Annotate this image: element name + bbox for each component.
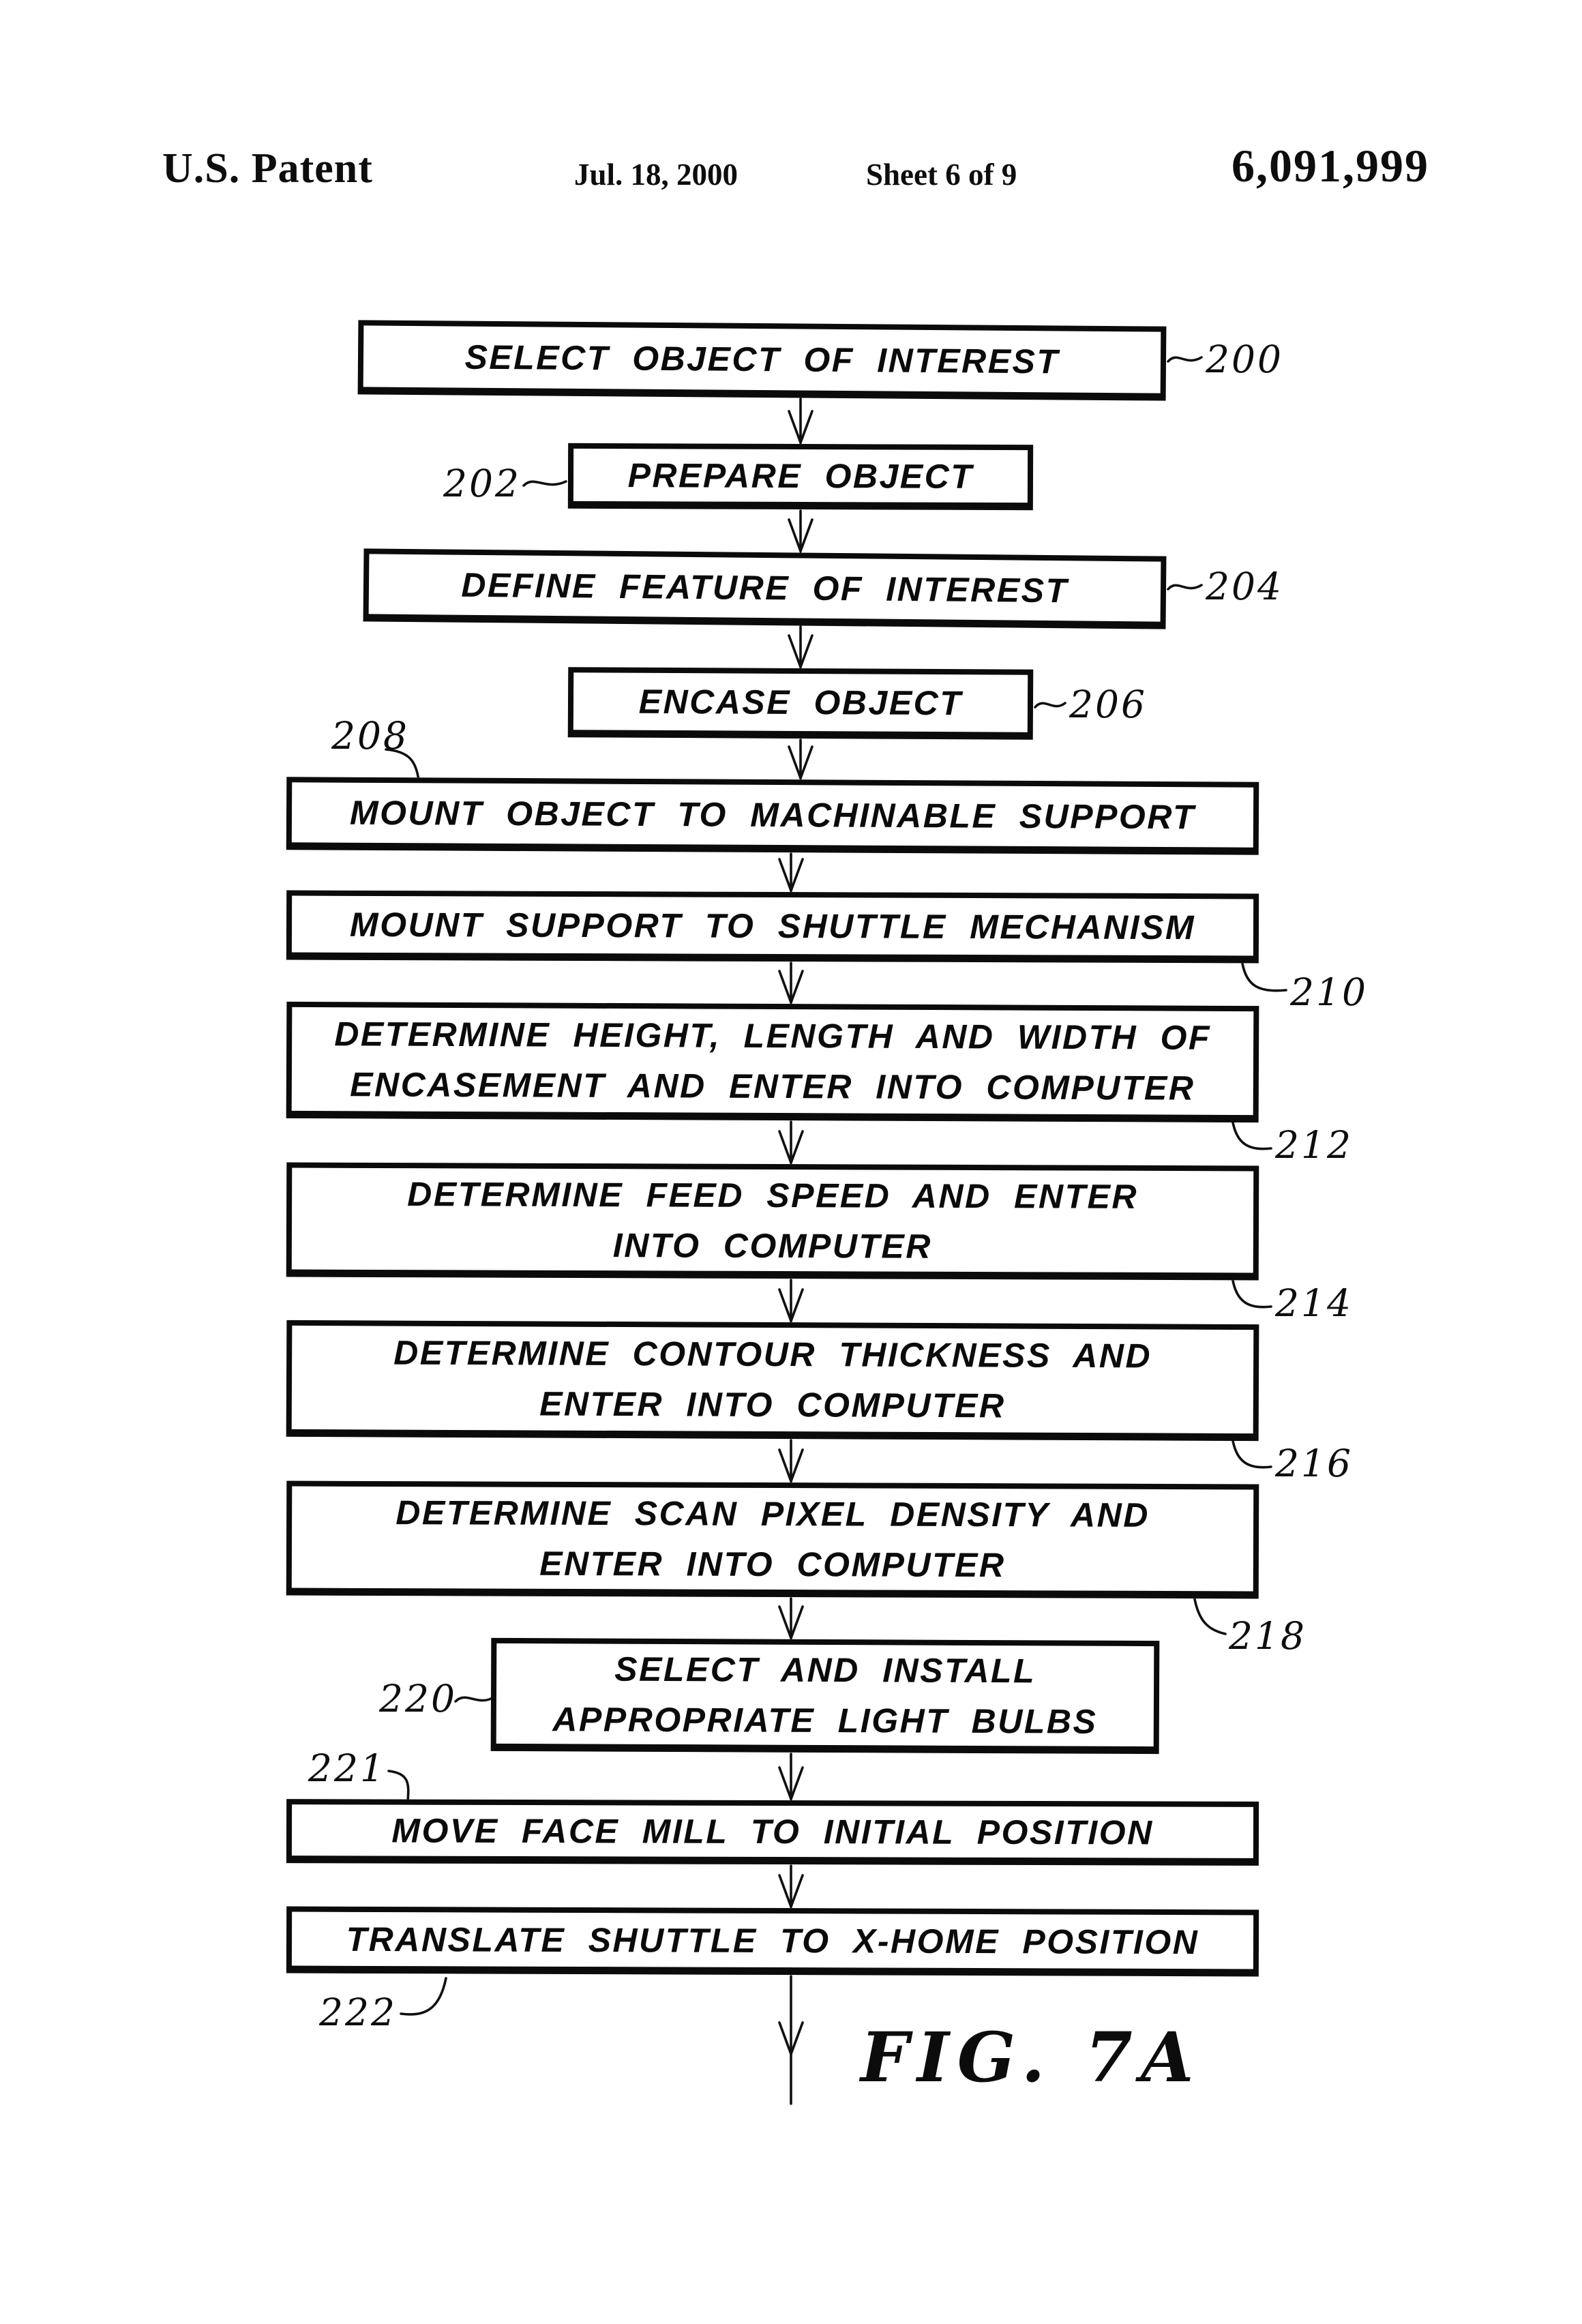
flow-step-label: MOVE FACE MILL TO INITIAL POSITION bbox=[391, 1811, 1154, 1851]
patent-number: 6,091,999 bbox=[1232, 140, 1429, 192]
flow-step-label: ENCASE OBJECT bbox=[638, 682, 963, 723]
ref-216: 216 bbox=[1275, 1442, 1353, 1485]
flow-step-label: ENTER INTO COMPUTER bbox=[539, 1544, 1006, 1584]
flow-step-mount-support bbox=[286, 891, 1259, 964]
flow-step-define-feature bbox=[363, 548, 1167, 629]
ref-206: 206 bbox=[1069, 683, 1147, 726]
ref-200: 200 bbox=[1206, 338, 1283, 381]
flow-step-label: APPROPRIATE LIGHT BULBS bbox=[552, 1699, 1098, 1741]
ref-218: 218 bbox=[1229, 1614, 1307, 1658]
flow-step-label: TRANSLATE SHUTTLE TO X-HOME POSITION bbox=[346, 1920, 1199, 1961]
flow-step-determine-dimensions bbox=[286, 1002, 1259, 1122]
figure-label: FIG. 7A bbox=[861, 2017, 1202, 2098]
flow-step-select-light-bulbs bbox=[491, 1638, 1160, 1754]
ref-214: 214 bbox=[1275, 1281, 1353, 1325]
flow-step-select-object bbox=[358, 320, 1167, 400]
flow-step-translate-shuttle bbox=[286, 1907, 1259, 1977]
flow-step-label: DETERMINE SCAN PIXEL DENSITY AND bbox=[395, 1493, 1150, 1534]
flow-step-label: DEFINE FEATURE OF INTEREST bbox=[461, 565, 1069, 610]
ref-220: 220 bbox=[379, 1677, 457, 1720]
publication-date: Jul. 18, 2000 bbox=[574, 158, 738, 192]
ref-221: 221 bbox=[308, 1746, 386, 1790]
flow-step-label: ENCASEMENT AND ENTER INTO COMPUTER bbox=[350, 1065, 1195, 1107]
flow-step-label: DETERMINE CONTOUR THICKNESS AND bbox=[393, 1333, 1152, 1375]
flow-step-label: PREPARE OBJECT bbox=[627, 456, 974, 496]
flow-step-label: SELECT AND INSTALL bbox=[614, 1650, 1036, 1690]
flow-step-label: ENTER INTO COMPUTER bbox=[539, 1384, 1006, 1425]
flow-step-determine-feed-speed bbox=[286, 1163, 1259, 1281]
sheet-number: Sheet 6 of 9 bbox=[866, 158, 1017, 192]
flow-step-prepare-object bbox=[568, 443, 1033, 510]
flow-step-move-face-mill bbox=[286, 1799, 1259, 1866]
flow-step-label: MOUNT OBJECT TO MACHINABLE SUPPORT bbox=[349, 793, 1196, 837]
ref-208: 208 bbox=[331, 714, 409, 758]
flow-step-label: MOUNT SUPPORT TO SHUTTLE MECHANISM bbox=[349, 905, 1196, 947]
flow-step-label: DETERMINE FEED SPEED AND ENTER bbox=[407, 1174, 1139, 1216]
ref-212: 212 bbox=[1275, 1123, 1353, 1167]
flow-step-mount-object bbox=[286, 777, 1259, 854]
flow-step-label: SELECT OBJECT OF INTEREST bbox=[464, 338, 1060, 381]
flow-step-encase-object bbox=[568, 667, 1034, 740]
flow-step-label: INTO COMPUTER bbox=[612, 1225, 932, 1266]
ref-202: 202 bbox=[443, 462, 521, 505]
ref-210: 210 bbox=[1290, 970, 1368, 1014]
ref-222: 222 bbox=[319, 1991, 397, 2034]
flow-step-determine-pixel-density bbox=[286, 1481, 1259, 1599]
publication-title: U.S. Patent bbox=[162, 145, 373, 192]
ref-204: 204 bbox=[1206, 565, 1283, 608]
flow-step-determine-contour-thickness bbox=[286, 1320, 1259, 1441]
flow-step-label: DETERMINE HEIGHT, LENGTH AND WIDTH OF bbox=[334, 1015, 1212, 1057]
